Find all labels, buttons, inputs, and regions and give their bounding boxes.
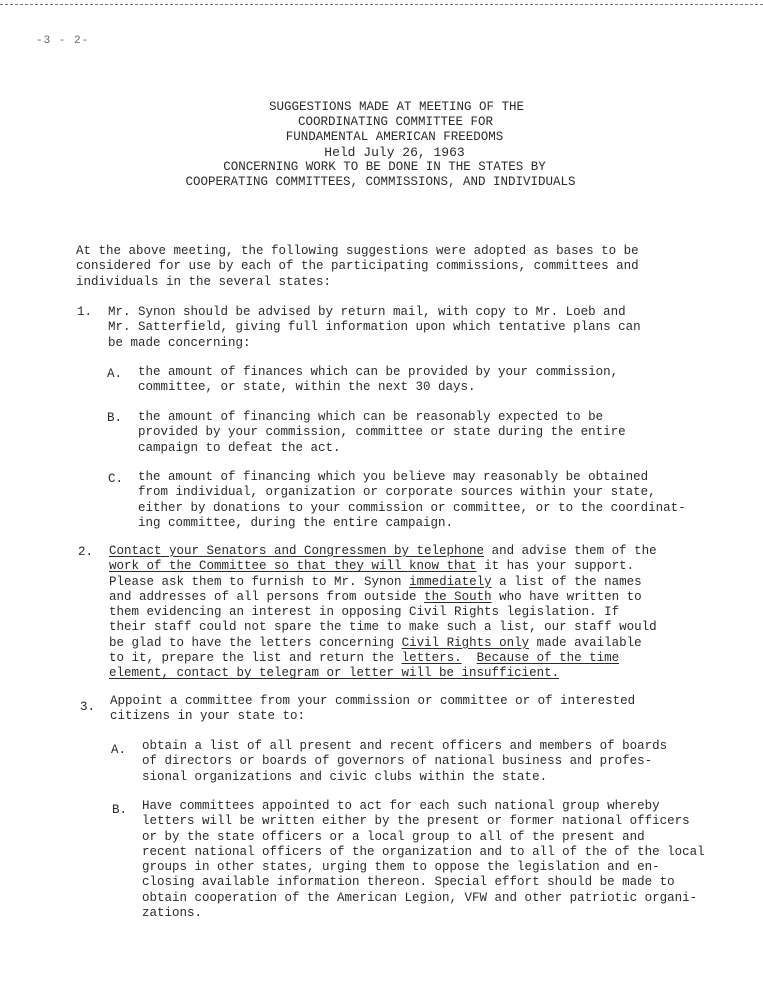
underlined-phrase: element, contact by telegram or letter will be insufficient. (109, 666, 560, 681)
item-1b-text (138, 410, 626, 456)
item-3b-line: or by the state officers or a local group to all of the present and (142, 829, 645, 844)
item-3a-text (142, 739, 667, 785)
underlined-phrase: the South (424, 589, 492, 604)
text-span: it has your support. (476, 559, 635, 574)
item-2-line (109, 666, 657, 681)
item-3a-line: sional organizations and civic clubs within the state. (142, 769, 548, 784)
item-1-number: 1. (77, 305, 93, 319)
heading-line-5: CONCERNING WORK TO BE DONE IN THE STATES BY (223, 160, 546, 174)
underlined-phrase: letters. (401, 651, 462, 666)
item-3a-line: obtain a list of all present and recent officers and members of boards (142, 739, 668, 753)
text-span (462, 651, 477, 665)
item-2-line (109, 544, 657, 559)
underlined-phrase: Civil Rights only (401, 635, 530, 650)
item-2-line (109, 651, 657, 666)
item-1b-line: campaign to defeat the act. (138, 440, 341, 455)
item-2-number: 2. (78, 545, 94, 559)
item-1c-letter: C. (108, 472, 124, 486)
underlined-phrase: Contact your Senators and Congressmen by telephone (109, 544, 485, 558)
item-1-text (108, 305, 641, 351)
item-1c-line: ing committee, during the entire campaign. (138, 515, 454, 530)
item-2-line (109, 575, 657, 590)
item-2-line (109, 636, 657, 651)
text-span: and advise them of the (484, 544, 657, 558)
item-1c-line: either by donations to your commission or committee, or to the coordinat- (138, 500, 686, 515)
heading-line-6: COOPERATING COMMITTEES, COMMISSIONS, AND INDIVIDUALS (185, 175, 576, 189)
text-span: who have written to (491, 589, 642, 604)
item-3b-line: letters will be written either by the present or former national officers (142, 814, 690, 829)
intro-paragraph (76, 244, 639, 290)
text-span: Please ask them to furnish to Mr. Synon (109, 574, 410, 589)
text-span: to it, prepare the list and return the (109, 651, 402, 666)
item-2-text (109, 544, 657, 682)
item-2-line (109, 590, 657, 605)
item-1b-letter: B. (107, 411, 123, 425)
heading-line-2: COORDINATING COMMITTEE FOR (297, 115, 494, 129)
intro-line: At the above meeting, the following suggestions were adopted as bases to be (76, 244, 639, 258)
intro-line: individuals in the several states: (76, 274, 332, 289)
text-span: made available (529, 635, 642, 650)
item-1a-text (138, 365, 618, 396)
item-3a-line: of directors or boards of governors of national business and profes- (142, 754, 653, 769)
item-1b-line: the amount of financing which can be reasonably expected to be (138, 410, 604, 424)
item-3-line: Appoint a committee from your commission or committee or of interested (110, 694, 636, 708)
item-2-line: them evidencing an interest in opposing Civil Rights legislation. If (109, 605, 620, 620)
heading-date: Held July 26, 1963 (324, 145, 465, 160)
heading-line-1: SUGGESTIONS MADE AT MEETING OF THE (268, 100, 525, 114)
corner-page-mark: -3 - 2- (36, 35, 90, 47)
item-3b-text (142, 799, 705, 921)
top-edge-line (0, 4, 763, 5)
item-1a-line: committee, or state, within the next 30 days. (138, 380, 476, 395)
item-1a-line: the amount of finances which can be provided by your commission, (138, 365, 619, 379)
item-3b-line: Have committees appointed to act for each such national group whereby (142, 799, 660, 813)
item-1c-line: from individual, organization or corporate sources within your state, (138, 485, 656, 500)
item-1a-letter: A. (107, 367, 123, 381)
item-1-line: Mr. Synon should be advised by return mail, with copy to Mr. Loeb and (108, 305, 626, 319)
underlined-phrase: Because of the time (476, 651, 620, 666)
item-1c-text (138, 470, 686, 531)
item-1c-line: the amount of financing which you believe may reasonably be obtained (138, 470, 649, 484)
item-3-number: 3. (80, 700, 96, 714)
item-2-line (109, 559, 657, 574)
item-3b-letter: B. (112, 803, 128, 817)
item-3a-letter: A. (111, 743, 127, 757)
text-span: and addresses of all persons from outside (109, 589, 425, 604)
item-1b-line: provided by your commission, committee or state during the entire (138, 425, 626, 440)
item-1-line: Mr. Satterfield, giving full information upon which tentative plans can (108, 320, 641, 335)
item-2-line: their staff could not spare the time to make such a list, our staff would (109, 620, 657, 635)
item-3b-line: obtain cooperation of the American Legion, VFW and other patriotic organi- (142, 890, 698, 905)
underlined-phrase: immediately (409, 574, 492, 589)
document-heading (0, 100, 763, 190)
item-3b-line: closing available information thereon. Special effort should be made to (142, 875, 675, 890)
intro-line: considered for use by each of the participating commissions, committees and (76, 259, 639, 274)
text-span: a list of the names (491, 574, 642, 589)
item-1-line: be made concerning: (108, 335, 251, 350)
item-3b-line: groups in other states, urging them to oppose the legislation and en- (142, 860, 660, 875)
item-3-line: citizens in your state to: (110, 709, 306, 724)
item-3b-line: recent national officers of the organization and to all of the of the local (142, 844, 705, 859)
item-3b-line: zations. (142, 906, 203, 921)
text-span: be glad to have the letters concerning (109, 635, 402, 650)
underlined-phrase: work of the Committee so that they will know that (109, 559, 477, 574)
heading-line-3: FUNDAMENTAL AMERICAN FREEDOMS (285, 130, 504, 144)
item-3-text (110, 694, 635, 725)
